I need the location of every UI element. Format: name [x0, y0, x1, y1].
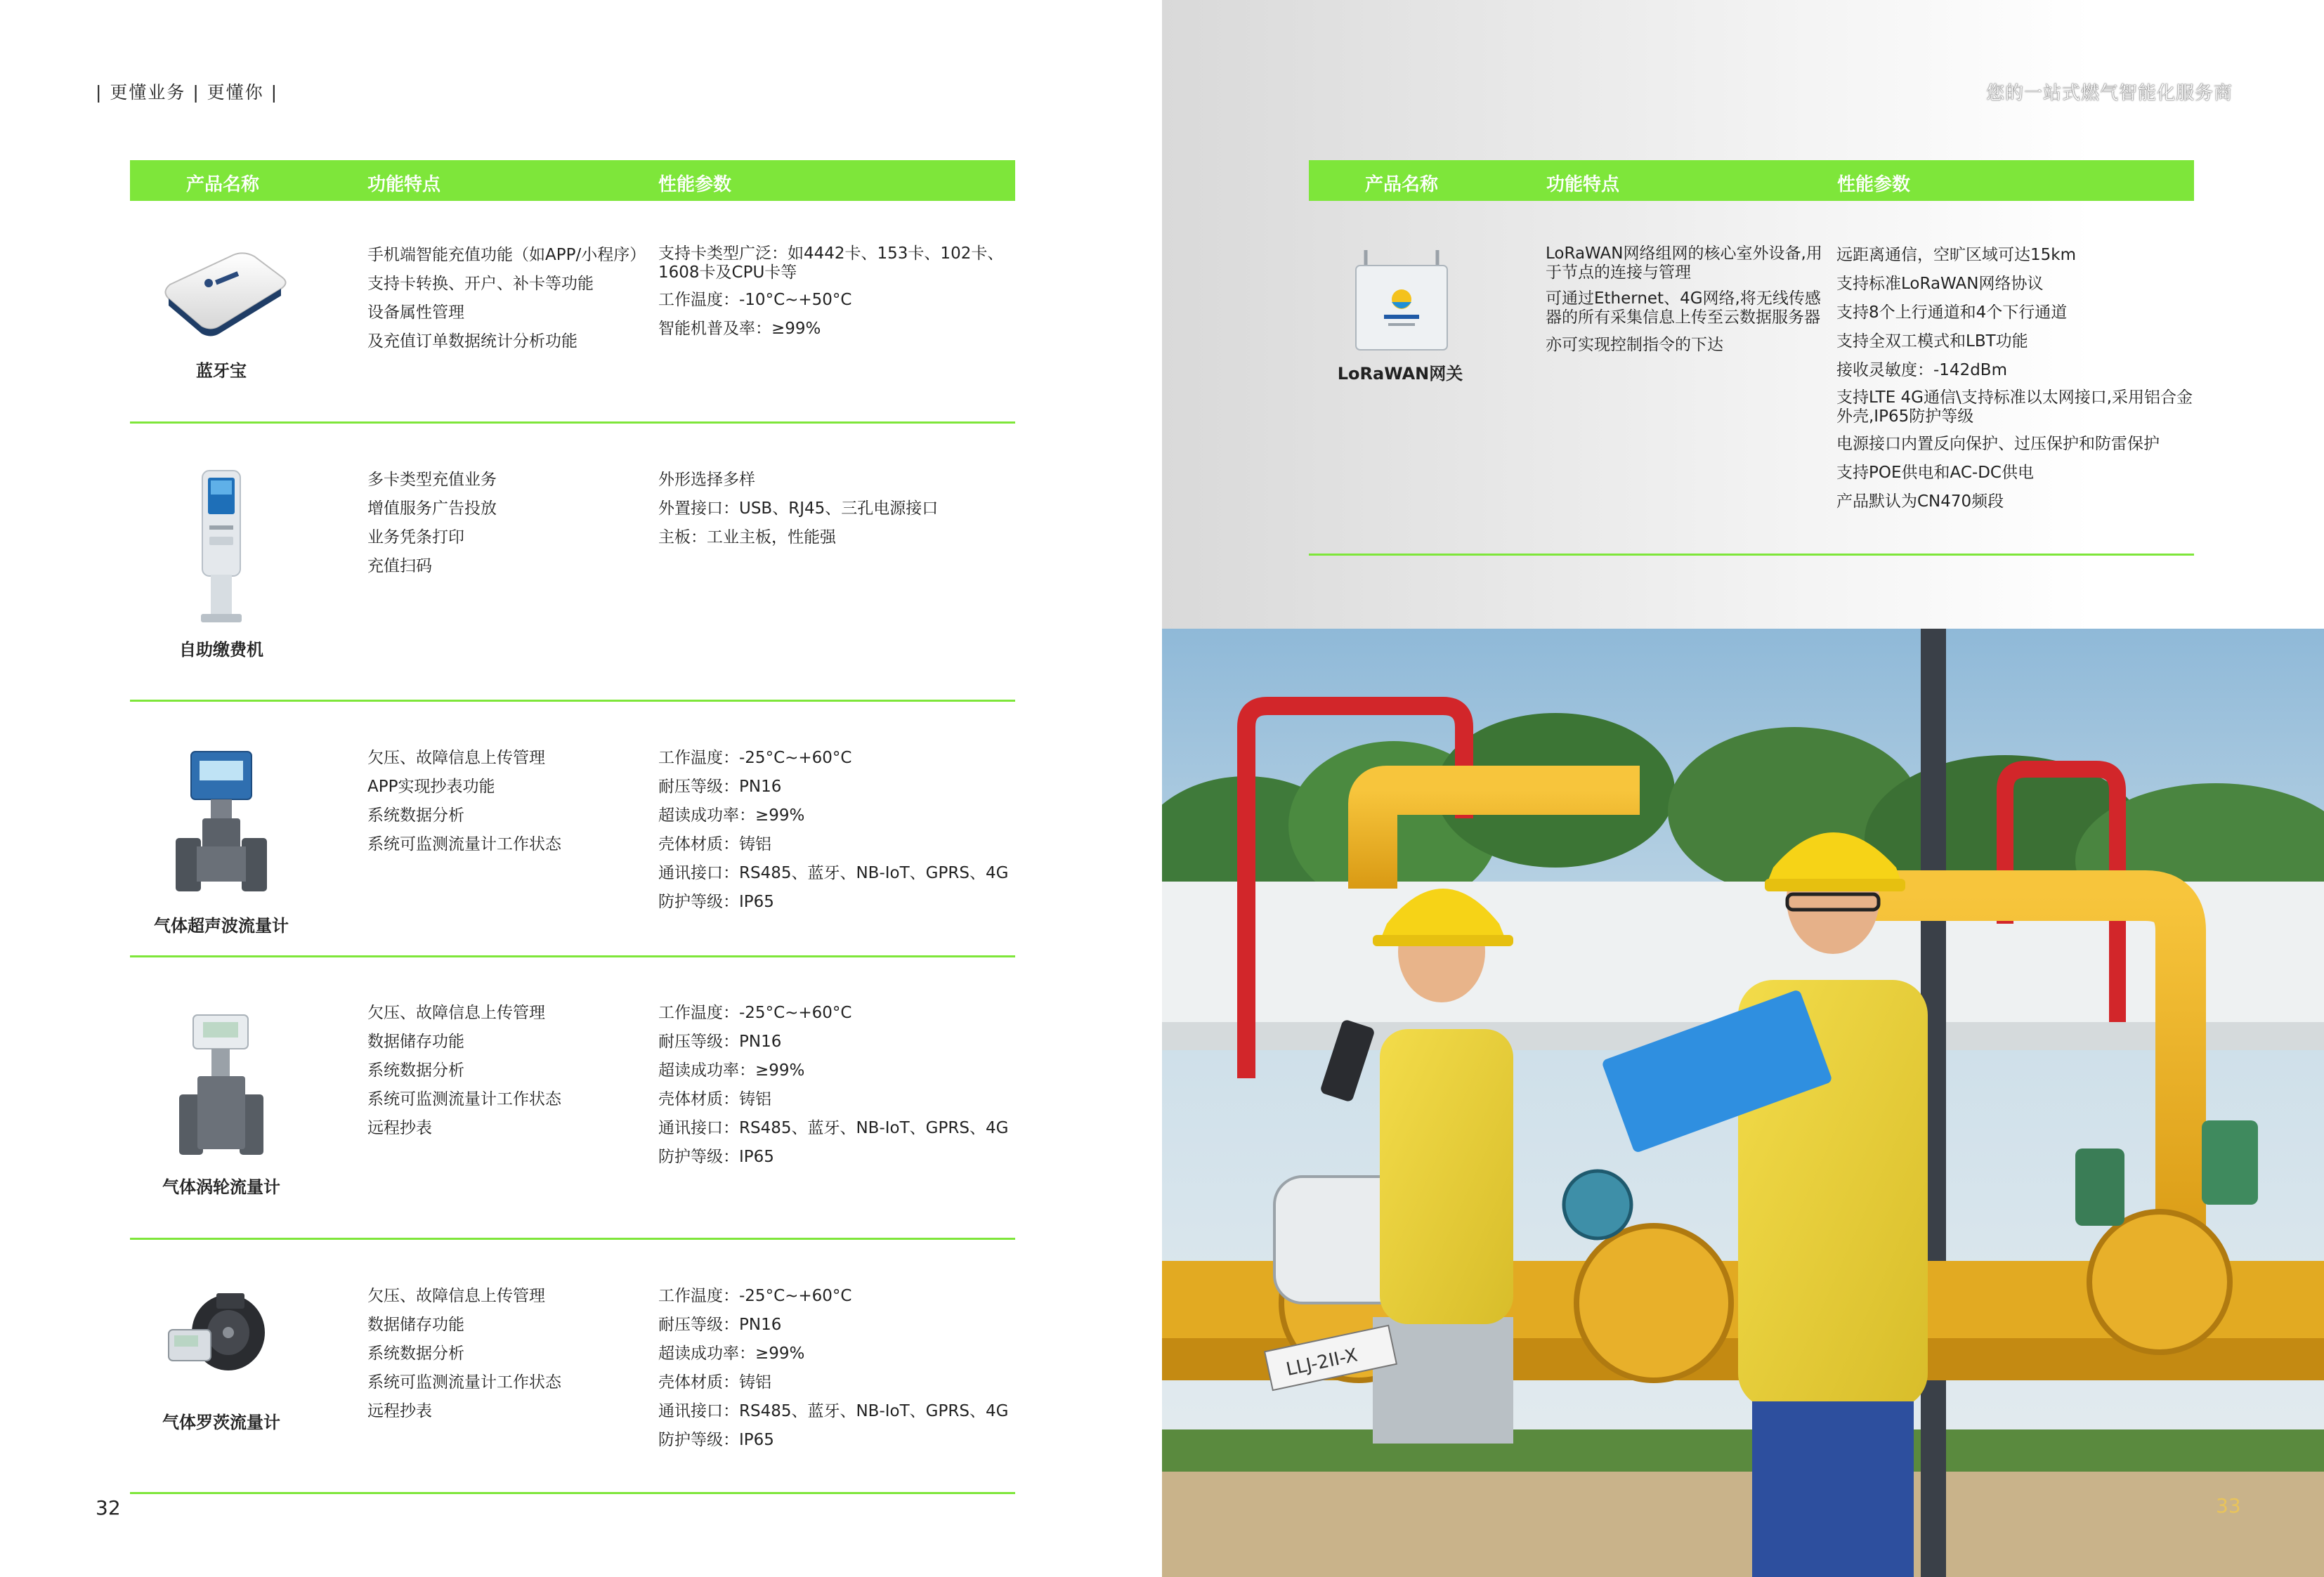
feature-item: 设备属性管理: [367, 303, 464, 322]
feature-item: 系统可监测流量计工作状态: [367, 1373, 561, 1392]
param-item: 超读成功率：≥99%: [658, 1061, 805, 1080]
param-item: 通讯接口：RS485、蓝牙、NB-IoT、GPRS、4G: [658, 1119, 1009, 1137]
param-item: 支持POE供电和AC-DC供电: [1836, 464, 2034, 482]
header-features: 功能特点: [367, 174, 441, 195]
feature-item: 多卡类型充值业务: [367, 471, 497, 489]
param-item: 智能机普及率：≥99%: [658, 320, 821, 338]
feature-item: 及充值订单数据统计分析功能: [367, 332, 577, 351]
param-item: 主板：工业主板，性能强: [658, 528, 836, 547]
product-params: [658, 1285, 1018, 1458]
row-divider: [130, 1492, 1015, 1494]
param-item: 超读成功率：≥99%: [658, 806, 805, 825]
param-item: 支持LTE 4G通信\支持标准以太网接口,采用铝合金外壳,IP65防护等级: [1836, 388, 2193, 426]
feature-item: 欠压、故障信息上传管理: [367, 1287, 545, 1305]
header-params: 性能参数: [658, 174, 732, 195]
lorawan-gateway-image: [1350, 247, 1453, 353]
param-item: 超读成功率：≥99%: [658, 1344, 805, 1363]
photo-tag: LLJ-2II-X: [1284, 1344, 1359, 1381]
page-title: 您的一站式燃气智能化服务商: [1985, 83, 2233, 104]
param-item: 接收灵敏度：-142dBm: [1836, 361, 2007, 379]
header-params: 性能参数: [1837, 174, 1911, 195]
workers-inspection-photo: [1162, 629, 2324, 1577]
param-item: 工作温度：-10°C~+50°C: [658, 291, 852, 309]
feature-item: 系统数据分析: [367, 806, 464, 825]
param-item: 电源接口内置反向保护、过压保护和防雷保护: [1836, 435, 2160, 453]
row-divider: [130, 700, 1015, 702]
row-divider: [130, 421, 1015, 424]
product-name: 自助缴费机: [179, 640, 263, 660]
feature-item: 可通过Ethernet、4G网络,将无线传感器的所有采集信息上传至云数据服务器: [1546, 289, 1821, 327]
product-name: 气体罗茨流量计: [162, 1413, 280, 1432]
param-item: 产品默认为CN470频段: [1836, 492, 2004, 511]
ultrasonic-meter-image: [169, 748, 274, 896]
feature-item: 欠压、故障信息上传管理: [367, 1004, 545, 1022]
param-item: 壳体材质：铸铝: [658, 835, 771, 853]
product-params: [658, 1002, 1018, 1175]
feature-item: 亦可实现控制指令的下达: [1546, 336, 1723, 354]
param-item: 通讯接口：RS485、蓝牙、NB-IoT、GPRS、4G: [658, 864, 1009, 882]
param-item: 远距离通信，空旷区域可达15km: [1836, 246, 2076, 264]
param-item: 支持全双工模式和LBT功能: [1836, 332, 2028, 351]
header-name: 产品名称: [1365, 174, 1439, 195]
table-header: [1309, 160, 2194, 201]
row-divider: [1309, 554, 2194, 556]
param-item: 支持标准LoRaWAN网络协议: [1836, 275, 2044, 293]
feature-item: 系统可监测流量计工作状态: [367, 835, 561, 853]
bluetooth-box-image: [156, 242, 289, 341]
roots-meter-image: [162, 1289, 274, 1380]
param-item: 耐压等级：PN16: [658, 778, 782, 796]
header-features: 功能特点: [1546, 174, 1620, 195]
param-item: 壳体材质：铸铝: [658, 1090, 771, 1108]
product-params: [658, 469, 1018, 556]
product-features: [367, 1002, 648, 1146]
feature-item: 充值扫码: [367, 557, 432, 575]
param-item: 工作温度：-25°C~+60°C: [658, 1287, 852, 1305]
param-item: 工作温度：-25°C~+60°C: [658, 749, 852, 767]
param-item: 支持卡类型广泛：如4442卡、153卡、102卡、1608卡及CPU卡等: [658, 244, 1004, 282]
product-features: [367, 747, 648, 863]
header-name: 产品名称: [186, 174, 260, 195]
page-number: 32: [96, 1496, 121, 1519]
product-name: 气体涡轮流量计: [162, 1177, 280, 1197]
feature-item: LoRaWAN网络组网的核心室外设备,用于节点的连接与管理: [1546, 244, 1822, 282]
param-item: 防护等级：IP65: [658, 1148, 774, 1166]
kiosk-image: [197, 469, 246, 624]
param-item: 外形选择多样: [658, 471, 755, 489]
param-item: 壳体材质：铸铝: [658, 1373, 771, 1392]
param-item: 防护等级：IP65: [658, 1431, 774, 1449]
table-header: [130, 160, 1015, 201]
product-params: [1836, 244, 2202, 520]
feature-item: 欠压、故障信息上传管理: [367, 749, 545, 767]
feature-item: 远程抄表: [367, 1402, 432, 1420]
feature-item: 数据储存功能: [367, 1316, 464, 1334]
turbine-meter-image: [172, 1012, 270, 1159]
param-item: 工作温度：-25°C~+60°C: [658, 1004, 852, 1022]
feature-item: 增值服务广告投放: [367, 499, 497, 518]
product-name: 蓝牙宝: [196, 361, 247, 381]
header-tag: | 更懂业务 | 更懂你 |: [96, 82, 279, 103]
param-item: 耐压等级：PN16: [658, 1033, 782, 1051]
feature-item: 数据储存功能: [367, 1033, 464, 1051]
feature-item: 系统数据分析: [367, 1344, 464, 1363]
product-name: 气体超声波流量计: [154, 916, 289, 936]
feature-item: 业务凭条打印: [367, 528, 464, 547]
product-features: [367, 469, 648, 584]
row-divider: [130, 955, 1015, 957]
feature-item: 系统可监测流量计工作状态: [367, 1090, 561, 1108]
product-features: [367, 244, 648, 360]
feature-item: 支持卡转换、开户、补卡等功能: [367, 275, 594, 293]
product-params: [658, 244, 1018, 347]
param-item: 防护等级：IP65: [658, 893, 774, 911]
param-item: 支持8个上行通道和4个下行通道: [1836, 303, 2068, 322]
product-params: [658, 747, 1018, 920]
product-features: [1546, 244, 1827, 363]
param-item: 耐压等级：PN16: [658, 1316, 782, 1334]
feature-item: APP实现抄表功能: [367, 778, 495, 796]
product-features: [367, 1285, 648, 1429]
page-number: 33: [2216, 1494, 2241, 1517]
feature-item: 远程抄表: [367, 1119, 432, 1137]
product-name: LoRaWAN网关: [1337, 364, 1463, 384]
param-item: 通讯接口：RS485、蓝牙、NB-IoT、GPRS、4G: [658, 1402, 1009, 1420]
feature-item: 系统数据分析: [367, 1061, 464, 1080]
row-divider: [130, 1238, 1015, 1240]
feature-item: 手机端智能充值功能（如APP/小程序）: [367, 246, 646, 264]
param-item: 外置接口：USB、RJ45、三孔电源接口: [658, 499, 939, 518]
